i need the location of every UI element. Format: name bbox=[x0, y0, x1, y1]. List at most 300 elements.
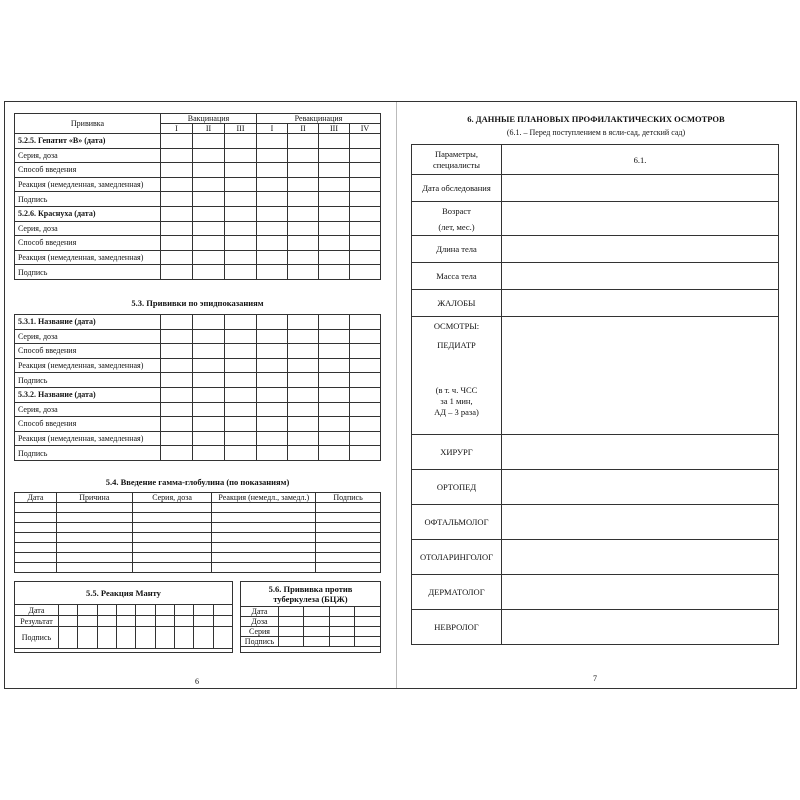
entry-cell[interactable] bbox=[225, 177, 257, 192]
entry-cell[interactable] bbox=[161, 148, 193, 163]
entry-cell[interactable] bbox=[319, 344, 350, 359]
specialist-label: ХИРУРГ bbox=[412, 435, 502, 470]
specialist-label: ДЕРМАТОЛОГ bbox=[412, 575, 502, 610]
entry-cell[interactable] bbox=[213, 616, 232, 627]
entry-cell[interactable] bbox=[213, 627, 232, 649]
row-label: Способ введения bbox=[15, 236, 161, 251]
specialist-label: ОФТАЛЬМОЛОГ bbox=[412, 505, 502, 540]
entry-cell[interactable] bbox=[257, 250, 288, 265]
entry-cell[interactable] bbox=[329, 607, 355, 617]
entry-cell[interactable] bbox=[257, 148, 288, 163]
row-mass-value[interactable] bbox=[501, 263, 778, 290]
entry-cell[interactable] bbox=[257, 177, 288, 192]
entry-cell[interactable] bbox=[257, 417, 288, 432]
entry-cell[interactable] bbox=[193, 250, 225, 265]
entry-cell[interactable] bbox=[278, 607, 304, 617]
entry-cell[interactable] bbox=[161, 344, 193, 359]
table-row bbox=[15, 148, 381, 163]
entry-cell[interactable] bbox=[161, 134, 193, 149]
bcg-row-label: Доза bbox=[241, 617, 279, 627]
entry-cell[interactable] bbox=[97, 605, 116, 616]
entry-cell[interactable] bbox=[257, 402, 288, 417]
entry-cell[interactable] bbox=[319, 177, 350, 192]
row-label: Серия, доза bbox=[15, 221, 161, 236]
entry-cell[interactable] bbox=[319, 163, 350, 178]
gamma-globulin-table bbox=[14, 492, 381, 573]
mantu-row-label: Дата bbox=[15, 605, 59, 616]
entry-cell[interactable] bbox=[15, 553, 57, 563]
bcg-box bbox=[240, 581, 381, 653]
entry-cell[interactable] bbox=[288, 373, 319, 388]
table-row bbox=[15, 358, 381, 373]
gamma-col-header: Подпись bbox=[316, 493, 381, 503]
entry-cell[interactable] bbox=[212, 533, 316, 543]
vaccination-table bbox=[14, 113, 381, 280]
entry-cell[interactable] bbox=[193, 265, 225, 280]
entry-cell[interactable] bbox=[56, 533, 132, 543]
entry-cell[interactable] bbox=[288, 402, 319, 417]
entry-cell[interactable] bbox=[78, 605, 97, 616]
entry-cell[interactable] bbox=[225, 221, 257, 236]
entry-cell[interactable] bbox=[155, 616, 174, 627]
entry-cell[interactable] bbox=[257, 431, 288, 446]
entry-cell[interactable] bbox=[288, 148, 319, 163]
entry-cell[interactable] bbox=[132, 543, 212, 553]
entry-cell[interactable] bbox=[257, 265, 288, 280]
entry-cell[interactable] bbox=[257, 315, 288, 330]
table-row bbox=[15, 344, 381, 359]
entry-cell[interactable] bbox=[161, 358, 193, 373]
entry-cell[interactable] bbox=[288, 431, 319, 446]
entry-cell[interactable] bbox=[132, 553, 212, 563]
entry-cell[interactable] bbox=[213, 605, 232, 616]
entry-cell[interactable] bbox=[194, 627, 213, 649]
entry-cell[interactable] bbox=[136, 627, 155, 649]
entry-cell[interactable] bbox=[132, 533, 212, 543]
entry-cell[interactable] bbox=[212, 543, 316, 553]
entry-cell[interactable] bbox=[278, 617, 304, 627]
entry-cell[interactable] bbox=[225, 236, 257, 251]
entry-cell[interactable] bbox=[350, 358, 381, 373]
vacc-col-header: II bbox=[193, 124, 225, 134]
entry-cell[interactable] bbox=[132, 513, 212, 523]
entry-cell[interactable] bbox=[161, 315, 193, 330]
row-label: Реакция (немедленная, замедленная) bbox=[15, 250, 161, 265]
row-exam-label bbox=[412, 317, 502, 435]
specialist-value[interactable] bbox=[501, 435, 778, 470]
row-complaints-value[interactable] bbox=[501, 290, 778, 317]
entry-cell[interactable] bbox=[319, 431, 350, 446]
row-date-label: Дата обследования bbox=[412, 175, 502, 202]
entry-cell[interactable] bbox=[304, 617, 330, 627]
row-length-label: Длина тела bbox=[412, 236, 502, 263]
table-row bbox=[412, 540, 779, 575]
table-row bbox=[15, 417, 381, 432]
entry-cell[interactable] bbox=[304, 637, 330, 647]
specialist-value[interactable] bbox=[501, 470, 778, 505]
entry-cell[interactable] bbox=[193, 148, 225, 163]
table-row bbox=[15, 627, 233, 649]
entry-cell[interactable] bbox=[316, 503, 381, 513]
entry-cell[interactable] bbox=[350, 206, 381, 221]
entry-cell[interactable] bbox=[319, 265, 350, 280]
entry-cell[interactable] bbox=[329, 617, 355, 627]
entry-cell[interactable] bbox=[212, 523, 316, 533]
entry-cell[interactable] bbox=[225, 315, 257, 330]
entry-cell[interactable] bbox=[225, 329, 257, 344]
entry-cell[interactable] bbox=[257, 373, 288, 388]
entry-cell[interactable] bbox=[15, 563, 57, 573]
entry-cell[interactable] bbox=[257, 358, 288, 373]
entry-cell[interactable] bbox=[350, 373, 381, 388]
entry-cell[interactable] bbox=[194, 616, 213, 627]
entry-cell[interactable] bbox=[15, 523, 57, 533]
entry-cell[interactable] bbox=[161, 265, 193, 280]
entry-cell[interactable] bbox=[288, 134, 319, 149]
table-row bbox=[15, 605, 233, 616]
entry-cell[interactable] bbox=[319, 417, 350, 432]
table-row bbox=[15, 387, 381, 402]
entry-cell[interactable] bbox=[161, 177, 193, 192]
entry-cell[interactable] bbox=[257, 344, 288, 359]
entry-cell[interactable] bbox=[316, 533, 381, 543]
entry-cell[interactable] bbox=[355, 637, 381, 647]
row-label: 5.3.2. Название (дата) bbox=[15, 387, 161, 402]
table-row bbox=[15, 315, 381, 330]
entry-cell[interactable] bbox=[97, 627, 116, 649]
entry-cell[interactable] bbox=[193, 417, 225, 432]
entry-cell[interactable] bbox=[161, 373, 193, 388]
row-exam-value[interactable] bbox=[501, 317, 778, 435]
entry-cell[interactable] bbox=[350, 177, 381, 192]
entry-cell[interactable] bbox=[319, 315, 350, 330]
entry-cell[interactable] bbox=[225, 134, 257, 149]
entry-cell[interactable] bbox=[56, 563, 132, 573]
entry-cell[interactable] bbox=[329, 627, 355, 637]
entry-cell[interactable] bbox=[288, 329, 319, 344]
entry-cell[interactable] bbox=[288, 417, 319, 432]
row-label: Подпись bbox=[15, 373, 161, 388]
entry-cell[interactable] bbox=[56, 513, 132, 523]
entry-cell[interactable] bbox=[288, 387, 319, 402]
entry-cell[interactable] bbox=[212, 553, 316, 563]
entry-cell[interactable] bbox=[350, 148, 381, 163]
entry-cell[interactable] bbox=[319, 358, 350, 373]
entry-cell[interactable] bbox=[15, 503, 57, 513]
entry-cell[interactable] bbox=[15, 533, 57, 543]
specialist-label: ОРТОПЕД bbox=[412, 470, 502, 505]
entry-cell[interactable] bbox=[257, 134, 288, 149]
entry-cell[interactable] bbox=[132, 523, 212, 533]
entry-cell[interactable] bbox=[288, 446, 319, 461]
specialist-value[interactable] bbox=[501, 575, 778, 610]
entry-cell[interactable] bbox=[319, 250, 350, 265]
entry-cell[interactable] bbox=[350, 315, 381, 330]
entry-cell[interactable] bbox=[316, 553, 381, 563]
table-row bbox=[15, 206, 381, 221]
entry-cell[interactable] bbox=[350, 417, 381, 432]
entry-cell[interactable] bbox=[225, 250, 257, 265]
entry-cell[interactable] bbox=[350, 163, 381, 178]
entry-cell[interactable] bbox=[288, 250, 319, 265]
entry-cell[interactable] bbox=[161, 163, 193, 178]
table-row bbox=[15, 616, 233, 627]
entry-cell[interactable] bbox=[193, 387, 225, 402]
entry-cell[interactable] bbox=[288, 163, 319, 178]
entry-cell[interactable] bbox=[193, 163, 225, 178]
entry-cell[interactable] bbox=[288, 192, 319, 207]
gamma-col-header: Серия, доза bbox=[132, 493, 212, 503]
bcg-row-label: Серия bbox=[241, 627, 279, 637]
page-fold bbox=[396, 102, 397, 688]
entry-cell[interactable] bbox=[161, 417, 193, 432]
entry-cell[interactable] bbox=[193, 177, 225, 192]
entry-cell[interactable] bbox=[193, 206, 225, 221]
entry-cell[interactable] bbox=[350, 387, 381, 402]
entry-cell[interactable] bbox=[161, 431, 193, 446]
bcg-row-label: Дата bbox=[241, 607, 279, 617]
entry-cell[interactable] bbox=[288, 206, 319, 221]
entry-cell[interactable] bbox=[288, 265, 319, 280]
table-row bbox=[412, 610, 779, 645]
entry-cell[interactable] bbox=[319, 192, 350, 207]
entry-cell[interactable] bbox=[316, 563, 381, 573]
entry-cell[interactable] bbox=[161, 387, 193, 402]
entry-cell[interactable] bbox=[161, 250, 193, 265]
entry-cell[interactable] bbox=[193, 344, 225, 359]
entry-cell[interactable] bbox=[193, 315, 225, 330]
row-complaints-label: ЖАЛОБЫ bbox=[412, 290, 502, 317]
table-row bbox=[15, 221, 381, 236]
entry-cell[interactable] bbox=[225, 163, 257, 178]
section-56-title bbox=[241, 584, 380, 604]
entry-cell[interactable] bbox=[58, 605, 77, 616]
entry-cell[interactable] bbox=[161, 236, 193, 251]
entry-cell[interactable] bbox=[257, 329, 288, 344]
entry-cell[interactable] bbox=[257, 446, 288, 461]
table-row bbox=[15, 250, 381, 265]
entry-cell[interactable] bbox=[15, 543, 57, 553]
entry-cell[interactable] bbox=[304, 627, 330, 637]
entry-cell[interactable] bbox=[225, 387, 257, 402]
entry-cell[interactable] bbox=[56, 543, 132, 553]
specialist-value[interactable] bbox=[501, 505, 778, 540]
entry-cell[interactable] bbox=[116, 616, 135, 627]
row-label: Серия, доза bbox=[15, 148, 161, 163]
entry-cell[interactable] bbox=[56, 523, 132, 533]
entry-cell[interactable] bbox=[161, 446, 193, 461]
entry-cell[interactable] bbox=[319, 236, 350, 251]
entry-cell[interactable] bbox=[316, 513, 381, 523]
entry-cell[interactable] bbox=[225, 206, 257, 221]
entry-cell[interactable] bbox=[58, 627, 77, 649]
entry-cell[interactable] bbox=[350, 250, 381, 265]
entry-cell[interactable] bbox=[225, 148, 257, 163]
entry-cell[interactable] bbox=[257, 236, 288, 251]
entry-cell[interactable] bbox=[174, 616, 193, 627]
section-54-title: 5.4. Введение гамма-глобулина (по показаниям) bbox=[105, 477, 290, 487]
entry-cell[interactable] bbox=[132, 563, 212, 573]
entry-cell[interactable] bbox=[257, 192, 288, 207]
entry-cell[interactable] bbox=[193, 134, 225, 149]
entry-cell[interactable] bbox=[212, 513, 316, 523]
entry-cell[interactable] bbox=[288, 315, 319, 330]
entry-cell[interactable] bbox=[319, 446, 350, 461]
row-age-label bbox=[412, 202, 502, 236]
entry-cell[interactable] bbox=[319, 206, 350, 221]
entry-cell[interactable] bbox=[288, 221, 319, 236]
entry-cell[interactable] bbox=[193, 373, 225, 388]
entry-cell[interactable] bbox=[257, 206, 288, 221]
mantu-row-label: Результат bbox=[15, 616, 59, 627]
entry-cell[interactable] bbox=[350, 446, 381, 461]
exam-line3: (в т. ч. ЧСС bbox=[435, 385, 478, 395]
page-number-right: 7 bbox=[593, 674, 597, 683]
entry-cell[interactable] bbox=[15, 513, 57, 523]
entry-cell[interactable] bbox=[193, 236, 225, 251]
entry-cell[interactable] bbox=[193, 358, 225, 373]
entry-cell[interactable] bbox=[194, 605, 213, 616]
table-row bbox=[15, 265, 381, 280]
entry-cell[interactable] bbox=[225, 265, 257, 280]
row-mass-label: Масса тела bbox=[412, 263, 502, 290]
table-row bbox=[15, 533, 381, 543]
entry-cell[interactable] bbox=[174, 627, 193, 649]
specialist-value[interactable] bbox=[501, 540, 778, 575]
row-age-value[interactable] bbox=[501, 202, 778, 236]
entry-cell[interactable] bbox=[225, 417, 257, 432]
entry-cell[interactable] bbox=[319, 148, 350, 163]
revacc-col-header: III bbox=[319, 124, 350, 134]
entry-cell[interactable] bbox=[225, 358, 257, 373]
entry-cell[interactable] bbox=[257, 221, 288, 236]
entry-cell[interactable] bbox=[355, 627, 381, 637]
entry-cell[interactable] bbox=[161, 206, 193, 221]
entry-cell[interactable] bbox=[257, 387, 288, 402]
entry-cell[interactable] bbox=[136, 616, 155, 627]
entry-cell[interactable] bbox=[350, 192, 381, 207]
row-label: 5.2.6. Краснуха (дата) bbox=[15, 206, 161, 221]
table-row bbox=[15, 373, 381, 388]
revacc-col-header: I bbox=[257, 124, 288, 134]
params-header-line2: специалисты bbox=[432, 159, 480, 170]
document-spread bbox=[4, 101, 797, 689]
entry-cell[interactable] bbox=[193, 221, 225, 236]
entry-cell[interactable] bbox=[193, 402, 225, 417]
table-row bbox=[412, 435, 779, 470]
entry-cell[interactable] bbox=[350, 265, 381, 280]
entry-cell[interactable] bbox=[288, 344, 319, 359]
entry-cell[interactable] bbox=[225, 431, 257, 446]
specialist-value[interactable] bbox=[501, 610, 778, 645]
entry-cell[interactable] bbox=[225, 402, 257, 417]
entry-cell[interactable] bbox=[319, 402, 350, 417]
entry-cell[interactable] bbox=[225, 373, 257, 388]
entry-cell[interactable] bbox=[58, 616, 77, 627]
row-label: Способ введения bbox=[15, 344, 161, 359]
table-row bbox=[241, 617, 381, 627]
entry-cell[interactable] bbox=[78, 627, 97, 649]
revacc-col-header: IV bbox=[350, 124, 381, 134]
entry-cell[interactable] bbox=[116, 627, 135, 649]
entry-cell[interactable] bbox=[132, 503, 212, 513]
entry-cell[interactable] bbox=[225, 344, 257, 359]
entry-cell[interactable] bbox=[193, 431, 225, 446]
entry-cell[interactable] bbox=[355, 607, 381, 617]
entry-cell[interactable] bbox=[116, 605, 135, 616]
entry-cell[interactable] bbox=[350, 134, 381, 149]
entry-cell[interactable] bbox=[257, 163, 288, 178]
specialist-label: ОТОЛАРИНГОЛОГ bbox=[412, 540, 502, 575]
entry-cell[interactable] bbox=[193, 446, 225, 461]
entry-cell[interactable] bbox=[288, 177, 319, 192]
section-55-title: 5.5. Реакция Манту bbox=[86, 588, 161, 598]
entry-cell[interactable] bbox=[56, 553, 132, 563]
entry-cell[interactable] bbox=[278, 637, 304, 647]
entry-cell[interactable] bbox=[161, 192, 193, 207]
entry-cell[interactable] bbox=[316, 523, 381, 533]
row-label: Способ введения bbox=[15, 417, 161, 432]
entry-cell[interactable] bbox=[161, 329, 193, 344]
entry-cell[interactable] bbox=[288, 358, 319, 373]
row-label: 5.2.5. Гепатит «В» (дата) bbox=[15, 134, 161, 149]
entry-cell[interactable] bbox=[350, 402, 381, 417]
right-page-title: 6. ДАННЫЕ ПЛАНОВЫХ ПРОФИЛАКТИЧЕСКИХ ОСМОТРОВ bbox=[467, 114, 725, 124]
entry-cell[interactable] bbox=[319, 373, 350, 388]
entry-cell[interactable] bbox=[350, 344, 381, 359]
entry-cell[interactable] bbox=[56, 503, 132, 513]
entry-cell[interactable] bbox=[350, 329, 381, 344]
entry-cell[interactable] bbox=[212, 503, 316, 513]
bcg-row-label: Подпись bbox=[241, 637, 279, 647]
entry-cell[interactable] bbox=[155, 605, 174, 616]
exam-line4: за 1 мин, bbox=[440, 396, 473, 406]
entry-cell[interactable] bbox=[288, 236, 319, 251]
entry-cell[interactable] bbox=[319, 134, 350, 149]
entry-cell[interactable] bbox=[97, 616, 116, 627]
table-row bbox=[15, 192, 381, 207]
entry-cell[interactable] bbox=[78, 616, 97, 627]
row-length-value[interactable] bbox=[501, 236, 778, 263]
table-row bbox=[15, 402, 381, 417]
entry-cell[interactable] bbox=[350, 431, 381, 446]
table-row bbox=[15, 329, 381, 344]
entry-cell[interactable] bbox=[155, 627, 174, 649]
entry-cell[interactable] bbox=[225, 446, 257, 461]
table-row bbox=[412, 505, 779, 540]
entry-cell[interactable] bbox=[193, 192, 225, 207]
entry-cell[interactable] bbox=[136, 605, 155, 616]
entry-cell[interactable] bbox=[212, 563, 316, 573]
entry-cell[interactable] bbox=[161, 402, 193, 417]
entry-cell[interactable] bbox=[278, 627, 304, 637]
entry-cell[interactable] bbox=[350, 236, 381, 251]
row-date-value[interactable] bbox=[501, 175, 778, 202]
mantu-table bbox=[14, 604, 233, 649]
entry-cell[interactable] bbox=[225, 192, 257, 207]
entry-cell[interactable] bbox=[174, 605, 193, 616]
entry-cell[interactable] bbox=[316, 543, 381, 553]
entry-cell[interactable] bbox=[319, 221, 350, 236]
entry-cell[interactable] bbox=[329, 637, 355, 647]
entry-cell[interactable] bbox=[319, 329, 350, 344]
entry-cell[interactable] bbox=[319, 387, 350, 402]
entry-cell[interactable] bbox=[355, 617, 381, 627]
entry-cell[interactable] bbox=[350, 221, 381, 236]
entry-cell[interactable] bbox=[193, 329, 225, 344]
entry-cell[interactable] bbox=[304, 607, 330, 617]
entry-cell[interactable] bbox=[161, 221, 193, 236]
